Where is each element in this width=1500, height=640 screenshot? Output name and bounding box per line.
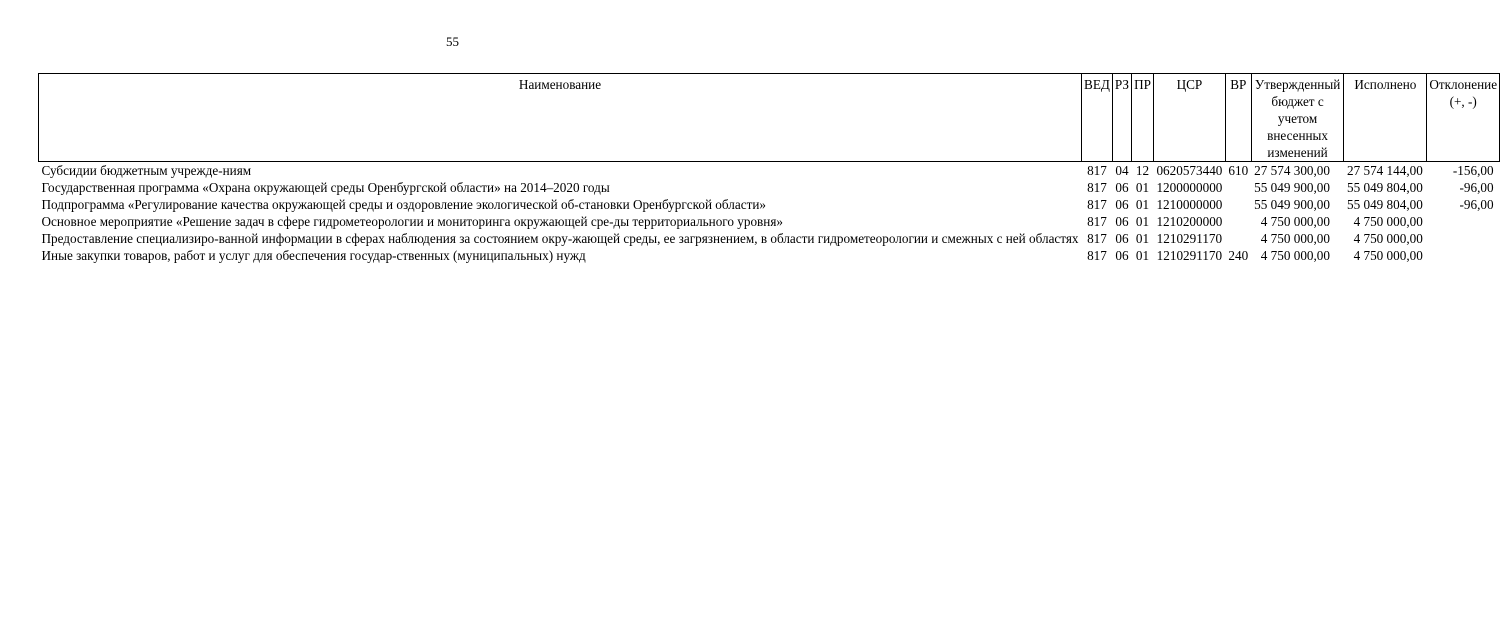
row-deviation [1427, 247, 1500, 264]
row-vr: 610 [1228, 163, 1249, 178]
row-deviation [1427, 213, 1500, 230]
row-ved: 817 [1087, 231, 1107, 246]
table-row [39, 213, 1500, 230]
table-row [39, 179, 1500, 196]
header-deviation: Отклонение (+, -) [1427, 74, 1500, 162]
table-row [39, 230, 1500, 247]
page-number: 55 [446, 34, 459, 49]
row-pr: 01 [1135, 248, 1150, 263]
row-vr [1225, 230, 1251, 247]
row-executed: 4 750 000,00 [1353, 214, 1423, 229]
row-name: Государственная программа «Охрана окружающей среды Оренбургской области» на 2014–2020 годы [41, 180, 610, 195]
row-rz: 06 [1115, 180, 1129, 195]
row-csr: 1200000000 [1156, 180, 1223, 195]
header-ved: ВЕД [1082, 74, 1113, 162]
row-executed: 55 049 804,00 [1346, 197, 1423, 212]
row-approved: 27 574 300,00 [1254, 163, 1330, 178]
row-ved: 817 [1087, 180, 1107, 195]
row-rz: 06 [1115, 248, 1129, 263]
row-csr: 1210000000 [1156, 197, 1223, 212]
row-name: Субсидии бюджетным учрежде-ниям [41, 163, 252, 178]
header-executed: Исполнено [1344, 74, 1427, 162]
row-vr [1225, 179, 1251, 196]
row-pr: 01 [1135, 180, 1150, 195]
header-vr: ВР [1225, 74, 1251, 162]
table-row [39, 162, 1500, 180]
row-csr: 1210291170 [1156, 231, 1223, 246]
header-approved: Утвержденный бюджет с учетом внесенных изменений [1251, 74, 1344, 162]
row-name: Основное мероприятие «Решение задач в сфере гидрометеорологии и мониторинга окружающей сре-ды территориального уровня» [41, 214, 784, 229]
row-pr: 01 [1135, 214, 1150, 229]
header-pr: ПР [1132, 74, 1154, 162]
row-csr: 1210200000 [1156, 214, 1223, 229]
row-executed: 55 049 804,00 [1346, 180, 1423, 195]
row-approved: 55 049 900,00 [1254, 180, 1330, 195]
row-executed: 27 574 144,00 [1346, 163, 1423, 178]
header-csr: ЦСР [1153, 74, 1225, 162]
row-approved: 4 750 000,00 [1260, 248, 1330, 263]
row-name: Предоставление специализиро-ванной информации в сферах наблюдения за состоянием окру-жающей среды, ее загрязнением, в области гидрометеорологии и смежных с ней областях [41, 231, 1079, 246]
row-pr: 01 [1135, 197, 1150, 212]
row-rz: 04 [1115, 163, 1129, 178]
row-rz: 06 [1115, 214, 1129, 229]
row-deviation: -96,00 [1459, 180, 1494, 195]
row-vr [1225, 196, 1251, 213]
row-csr: 0620573440 [1156, 163, 1223, 178]
row-executed: 4 750 000,00 [1353, 248, 1423, 263]
row-vr: 240 [1228, 248, 1249, 263]
row-ved: 817 [1087, 214, 1107, 229]
budget-table [38, 73, 1500, 264]
row-name: Иные закупки товаров, работ и услуг для обеспечения государ-ственных (муниципальных) нужд [41, 248, 586, 263]
row-csr: 1210291170 [1156, 248, 1223, 263]
row-pr: 01 [1135, 231, 1150, 246]
row-approved: 4 750 000,00 [1260, 214, 1330, 229]
row-rz: 06 [1115, 231, 1129, 246]
header-row [39, 74, 1500, 162]
row-approved: 55 049 900,00 [1254, 197, 1330, 212]
row-vr [1225, 213, 1251, 230]
row-pr: 12 [1135, 163, 1150, 178]
row-deviation: -156,00 [1452, 163, 1494, 178]
header-rz: РЗ [1112, 74, 1131, 162]
row-approved: 4 750 000,00 [1260, 231, 1330, 246]
row-deviation [1427, 230, 1500, 247]
table-row [39, 196, 1500, 213]
row-ved: 817 [1087, 197, 1107, 212]
row-ved: 817 [1087, 248, 1107, 263]
row-deviation: -96,00 [1459, 197, 1494, 212]
row-executed: 4 750 000,00 [1353, 231, 1423, 246]
header-name: Наименование [39, 74, 1082, 162]
row-rz: 06 [1115, 197, 1129, 212]
row-ved: 817 [1087, 163, 1107, 178]
row-name: Подпрограмма «Регулирование качества окружающей среды и оздоровление экологической об-становки Оренбургской области» [41, 197, 766, 212]
table-row [39, 247, 1500, 264]
